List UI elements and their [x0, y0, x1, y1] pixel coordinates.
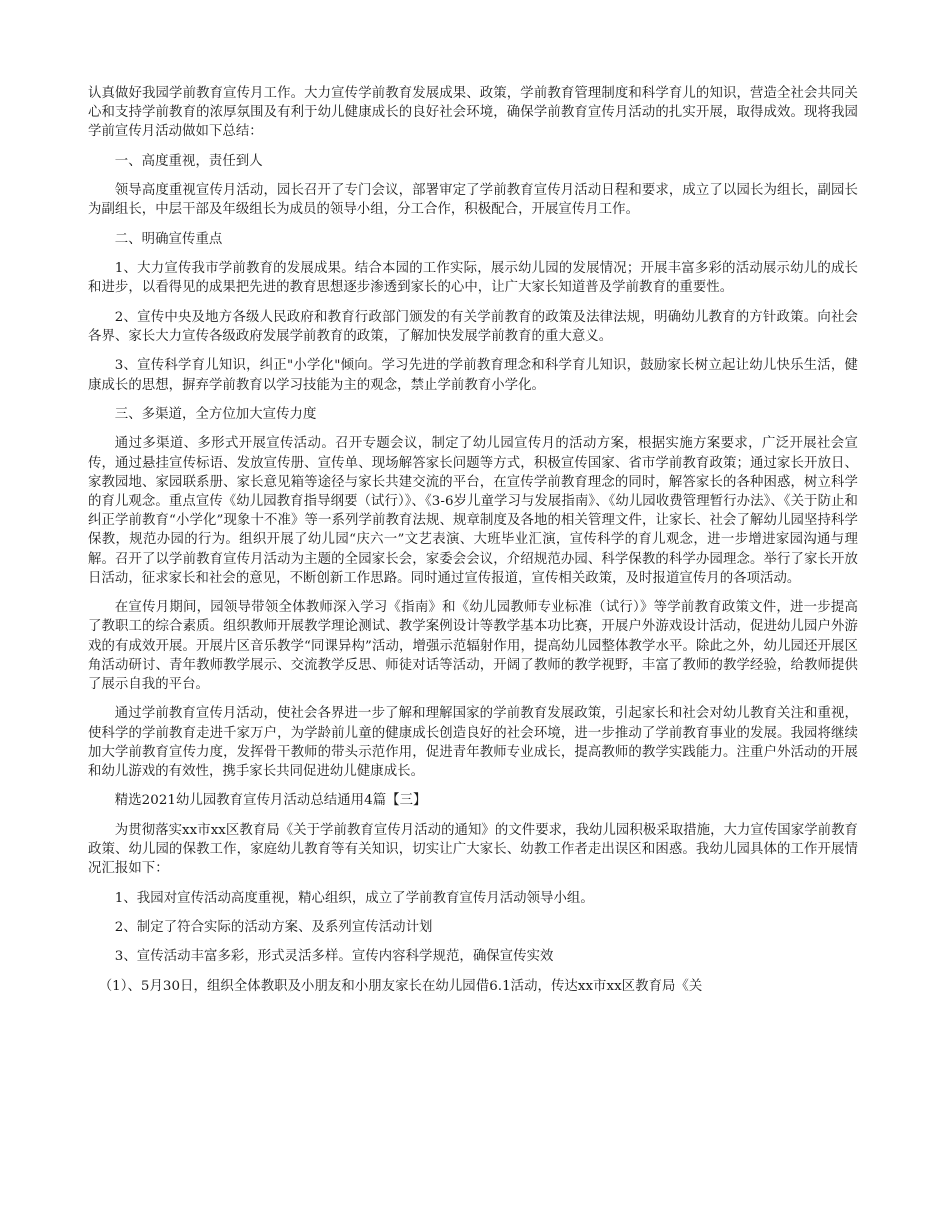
list-item-paragraph: 1、我园对宣传活动高度重视，精心组织，成立了学前教育宣传月活动领导小组。 [114, 890, 594, 906]
body-paragraph: 通过多渠道、多形式开展宣传活动。召开专题会议，制定了幼儿园宣传月的活动方案，根据实施方案要求，广泛开展社会宣传，通过悬挂宣传标语、发放宣传册、宣传单、现场解答家长问题等方式，积极宣传国家、省市学前教育政策；通过家长开放日、家教园地、家园联系册、家长意见箱等途径与家长共建交流的平台，在宣传学前教育理念的同时，解答家长的各种困惑，树立科学的育儿观念。重点宣传《幼儿园教育指导纲要（试行）》、《3-6岁儿童学习与发展指南》、《幼儿园收费管理暂行办法》、《关于防止和纠正学前教育“小学化”现象十不准》等一系列学前教育法规、规章制度及各地的相关管理文件，让家长、社会了解幼儿园坚持科学保教，规范办园的行为。组织开展了幼儿园“庆六一”文艺表演、大班毕业汇演，宣传科学的育儿观念，进一步增进家园沟通与理解。召开了以学前教育宣传月活动为主题的全园家长会，家委会会议，介绍规范办园、科学保教的科学办园理念。举行了家长开放日活动，征求家长和社会的意见，不断创新工作思路。同时通过宣传报道，宣传相关政策，及时报道宣传月的各项活动。 [88, 436, 858, 586]
section-heading-1: 一、高度重视，责任到人 [114, 153, 263, 169]
section-heading-2: 二、明确宣传重点 [114, 231, 223, 247]
document-body [88, 84, 858, 1006]
intro-paragraph: 认真做好我园学前教育宣传月工作。大力宣传学前教育发展成果、政策，学前教育管理制度和科学育儿的知识，营造全社会共同关心和支持学前教育的浓厚氛围及有利于幼儿健康成长的良好社会环境，确保学前教育宣传月活动的扎实开展，取得成效。现将我园学前宣传月活动做如下总结： [88, 86, 858, 140]
list-item-paragraph: 3、宣传科学育儿知识，纠正"小学化"倾向。学习先进的学前教育理念和科学育儿知识，鼓励家长树立起让幼儿快乐生活，健康成长的思想，摒弃学前教育以学习技能为主的观念，禁止学前教育小学化。 [88, 358, 858, 393]
section-heading-3: 三、多渠道，全方位加大宣传力度 [114, 406, 317, 422]
body-paragraph: 为贯彻落实xx市xx区教育局《关于学前教育宣传月活动的通知》的文件要求，我幼儿园积极采取措施，大力宣传国家学前教育政策、幼儿园的保教工作，家庭幼儿教育等有关知识，切实让广大家长、幼教工作者走出误区和困惑。我幼儿园具体的工作开展情况汇报如下： [88, 822, 858, 877]
body-paragraph: 在宣传月期间，园领导带领全体教师深入学习《指南》和《幼儿园教师专业标准（试行）》等学前教育政策文件，进一步提高了教职工的综合素质。组织教师开展教学理论测试、教学案例设计等教学基本功比赛，开展户外游戏设计活动，促进幼儿园户外游戏的有成效开展。开展片区音乐教学“同课异构”活动，增强示范辐射作用，提高幼儿园整体教学水平。除此之外，幼儿园还开展区角活动研讨、青年教师教学展示、交流教学反思、师徒对话等活动，开阔了教师的教学视野，丰富了教师的教学经验，给教师提供了展示自我的平台。 [88, 600, 858, 692]
body-paragraph: 领导高度重视宣传月活动，园长召开了专门会议，部署审定了学前教育宣传月活动日程和要求，成立了以园长为组长，副园长为副组长，中层干部及年级组长为成员的领导小组，分工合作，积极配合，开展宣传月工作。 [88, 183, 858, 218]
body-paragraph: 通过学前教育宣传月活动，使社会各界进一步了解和理解国家的学前教育发展政策，引起家长和社会对幼儿教育关注和重视，使科学的学前教育走进千家万户，为学龄前儿童的健康成长创造良好的社会环境，进一步推动了学前教育事业的发展。我园将继续加大学前教育宣传力度，发挥骨干教师的带头示范作用，促进青年教师专业成长，提高教师的教学实践能力。注重户外活动的开展和幼儿游戏的有效性，携手家长共同促进幼儿健康成长。 [88, 706, 858, 779]
list-item-paragraph: 3、宣传活动丰富多彩，形式灵活多样。宣传内容科学规范，确保宣传实效 [114, 949, 554, 965]
article-title: 精选2021幼儿园教育宣传月活动总结通用4篇【三】 [114, 793, 427, 809]
list-item-paragraph: 2、宣传中央及地方各级人民政府和教育行政部门颁发的有关学前教育的政策及法律法规，明确幼儿教育的方针政策。向社会各界、家长大力宣传各级政府发展学前教育的政策，了解加快发展学前教育的重大意义。 [88, 309, 858, 344]
list-item-paragraph: 1、大力宣传我市学前教育的发展成果。结合本园的工作实际，展示幼儿园的发展情况；开展丰富多彩的活动展示幼儿的成长和进步，以看得见的成果把先进的教育思想逐步渗透到家长的心中，让广大家长知道普及学前教育的重要性。 [88, 261, 858, 296]
sub-list-item-paragraph: （1）、5月30日，组织全体教职及小朋友和小朋友家长在幼儿园借6.1活动，传达xx市xx区教育局《关 [98, 978, 703, 994]
list-item-paragraph: 2、制定了符合实际的活动方案、及系列宣传活动计划 [114, 919, 433, 935]
